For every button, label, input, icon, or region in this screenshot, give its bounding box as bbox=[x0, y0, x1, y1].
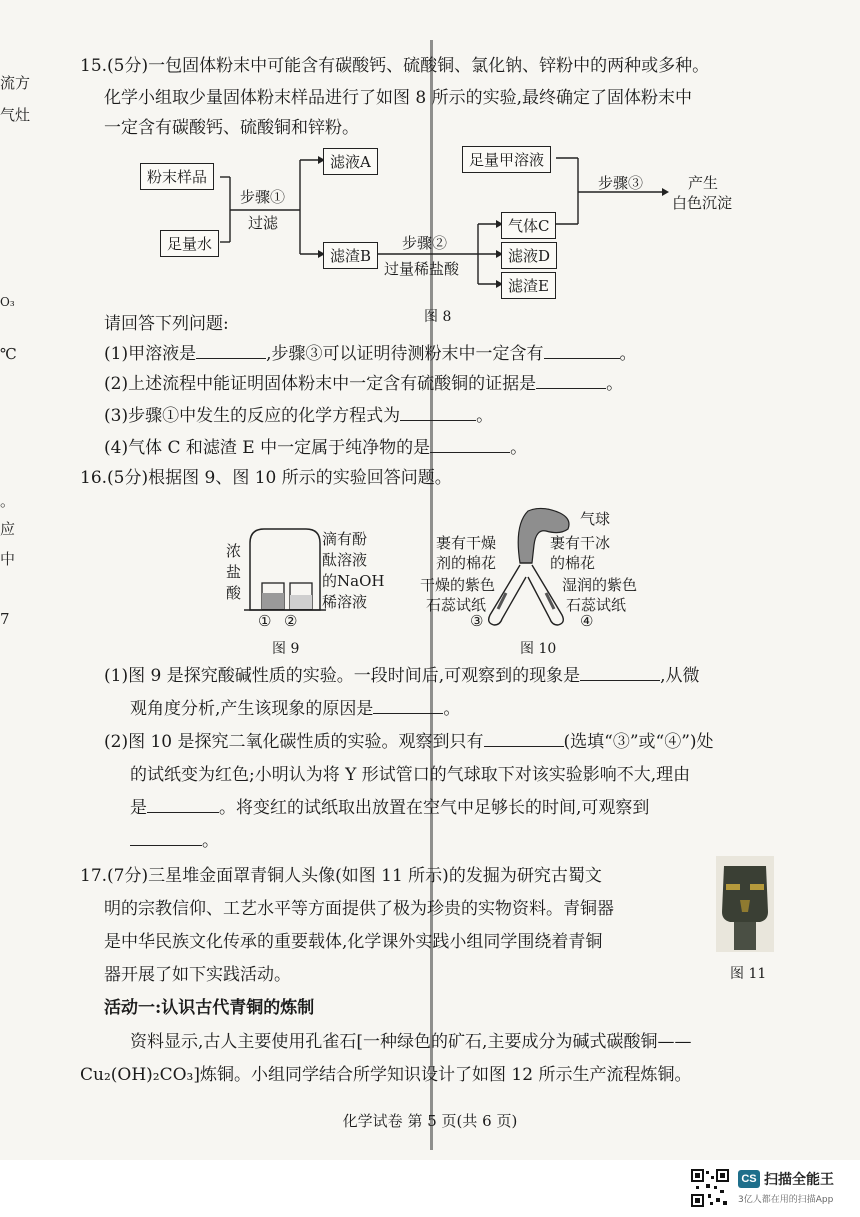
q16-part2-line3: 是 。将变红的试纸取出放置在空气中足够长的时间,可观察到 bbox=[130, 798, 650, 818]
fig9-label-naoh4: 稀溶液 bbox=[322, 593, 368, 611]
q16-part1: (1)图 9 是探究酸碱性质的实验。一段时间后,可观察到的现象是 ,从微 bbox=[104, 666, 700, 686]
fig10-label-desiccant1: 裹有干燥 bbox=[436, 534, 497, 552]
answer-blank[interactable] bbox=[400, 404, 476, 421]
flow-box-residue-e: 滤渣E bbox=[501, 272, 556, 299]
fig9-label-acid1: 浓 bbox=[226, 542, 242, 560]
flow-box-sample: 粉末样品 bbox=[140, 163, 214, 190]
scanner-app-badge: CS bbox=[738, 1170, 760, 1188]
fig9-label-naoh2: 酞溶液 bbox=[322, 551, 368, 569]
fig9-beaker-illustration bbox=[240, 525, 330, 615]
flow-box-gas-c: 气体C bbox=[501, 212, 556, 239]
q15-stem-line2: 化学小组取少量固体粉末样品进行了如图 8 所示的实验,最终确定了固体粉末中 bbox=[104, 88, 693, 108]
answer-blank[interactable] bbox=[130, 829, 202, 846]
q17-para-line1: 资料显示,古人主要使用孔雀石[一种绿色的矿石,主要成分为碱式碳酸铜—— bbox=[130, 1032, 692, 1052]
q15-part2: (2)上述流程中能证明固体粉末中一定含有硫酸铜的证据是 。 bbox=[104, 374, 624, 394]
q17-para-line2: Cu₂(OH)₂CO₃]炼铜。小组同学结合所学知识设计了如图 12 所示生产流程炼铜。 bbox=[80, 1065, 692, 1085]
fig10-label-dry-paper2: 石蕊试纸 bbox=[426, 596, 487, 614]
q16-part1-cont: 观角度分析,产生该现象的原因是 。 bbox=[130, 699, 461, 719]
fig10-label-dryice2: 的棉花 bbox=[550, 554, 596, 572]
answer-blank[interactable] bbox=[484, 730, 564, 747]
edge-text: O₃ bbox=[0, 295, 15, 309]
flow-result-line1: 产生 bbox=[688, 174, 719, 192]
fig9-label-naoh3: 的NaOH bbox=[322, 572, 385, 590]
q15-part3: (3)步骤①中发生的反应的化学方程式为 。 bbox=[104, 406, 494, 426]
fig10-caption: 图 10 bbox=[520, 641, 557, 657]
q17-stem-line4: 器开展了如下实践活动。 bbox=[104, 965, 291, 985]
flow-box-filtrate-a: 滤液A bbox=[323, 148, 378, 175]
q15-stem-line1: 15.(5分)一包固体粉末中可能含有碳酸钙、硫酸铜、氯化钠、锌粉中的两种或多种。 bbox=[80, 56, 710, 76]
answer-blank[interactable] bbox=[196, 342, 266, 359]
edge-text: 应 bbox=[0, 520, 16, 538]
scanner-app-name: 扫描全能王 bbox=[764, 1172, 834, 1188]
fig9-marker-1: ① bbox=[258, 612, 272, 630]
answer-blank[interactable] bbox=[430, 436, 510, 453]
flow-result-line2: 白色沉淀 bbox=[672, 194, 733, 212]
flow-label-filter: 过滤 bbox=[248, 214, 279, 232]
q16-part2-line2: 的试纸变为红色;小明认为将 Y 形试管口的气球取下对该实验影响不大,理由 bbox=[130, 765, 691, 785]
bronze-head-photo bbox=[716, 856, 774, 952]
flow-label-step1: 步骤① bbox=[240, 188, 286, 206]
q15-part4: (4)气体 C 和滤渣 E 中一定属于纯净物的是 。 bbox=[104, 438, 528, 458]
fig10-label-desiccant2: 剂的棉花 bbox=[436, 554, 497, 572]
q15-stem-line3: 一定含有碳酸钙、硫酸铜和锌粉。 bbox=[104, 118, 359, 138]
activity-heading: 活动一:认识古代青铜的炼制 bbox=[104, 998, 315, 1018]
answer-blank[interactable] bbox=[147, 796, 219, 813]
scanner-watermark bbox=[0, 1160, 860, 1217]
edge-text: ℃ bbox=[0, 345, 17, 363]
q16-stem: 16.(5分)根据图 9、图 10 所示的实验回答问题。 bbox=[80, 468, 452, 488]
q15-part1: (1)甲溶液是 ,步骤③可以证明待测粉末中一定含有 。 bbox=[104, 344, 637, 364]
fig10-label-wet-paper1: 湿润的紫色 bbox=[562, 576, 638, 594]
fig10-label-balloon: 气球 bbox=[580, 510, 611, 528]
qr-code-icon bbox=[690, 1168, 730, 1208]
page-footer: 化学试卷 第 5 页(共 6 页) bbox=[342, 1112, 518, 1130]
fig10-marker-4: ④ bbox=[580, 612, 594, 630]
q17-stem-line1: 17.(7分)三星堆金面罩青铜人头像(如图 11 所示)的发掘为研究古蜀文 bbox=[80, 866, 602, 886]
edge-text: 流方 bbox=[0, 74, 31, 92]
answer-blank[interactable] bbox=[544, 342, 620, 359]
fig9-caption: 图 9 bbox=[272, 641, 300, 657]
answer-blank[interactable] bbox=[373, 697, 443, 714]
q17-stem-line3: 是中华民族文化传承的重要载体,化学课外实践小组同学围绕着青铜 bbox=[104, 932, 603, 952]
fig10-label-dryice1: 裹有干冰 bbox=[550, 534, 611, 552]
flow-box-filtrate-d: 滤液D bbox=[501, 242, 557, 269]
flow-label-step2: 步骤② bbox=[402, 234, 448, 252]
scanner-app-tagline: 3亿人都在用的扫描App bbox=[738, 1195, 834, 1205]
edge-text: 。 bbox=[0, 492, 16, 510]
fig9-label-naoh1: 滴有酚 bbox=[322, 530, 368, 548]
fig10-label-wet-paper2: 石蕊试纸 bbox=[566, 596, 627, 614]
fig11-caption: 图 11 bbox=[730, 966, 767, 982]
edge-text: 中 bbox=[0, 550, 16, 568]
q16-part2: (2)图 10 是探究二氧化碳性质的实验。观察到只有 (选填“③”或“④”)处 bbox=[104, 732, 714, 752]
flow-box-residue-b: 滤渣B bbox=[323, 242, 378, 269]
answer-blank[interactable] bbox=[580, 664, 660, 681]
flow-label-acid: 过量稀盐酸 bbox=[384, 260, 460, 278]
flow-label-step3: 步骤③ bbox=[598, 174, 644, 192]
fig9-label-acid2: 盐 bbox=[226, 563, 242, 581]
fig8-caption: 图 8 bbox=[424, 309, 452, 325]
q15-prompt: 请回答下列问题: bbox=[104, 314, 229, 334]
fig9-marker-2: ② bbox=[284, 612, 298, 630]
fig9-label-acid3: 酸 bbox=[226, 584, 242, 602]
edge-text: 7 bbox=[0, 610, 10, 628]
q16-part2-line4: 。 bbox=[130, 829, 219, 853]
q17-stem-line2: 明的宗教信仰、工艺水平等方面提供了极为珍贵的实物资料。青铜器 bbox=[104, 899, 614, 919]
edge-text: 气灶 bbox=[0, 106, 31, 124]
flow-box-water: 足量水 bbox=[160, 230, 219, 257]
answer-blank[interactable] bbox=[536, 372, 606, 389]
fig10-marker-3: ③ bbox=[470, 612, 484, 630]
flow-box-solution-a: 足量甲溶液 bbox=[462, 146, 551, 173]
fig10-label-dry-paper1: 干燥的紫色 bbox=[420, 576, 496, 594]
